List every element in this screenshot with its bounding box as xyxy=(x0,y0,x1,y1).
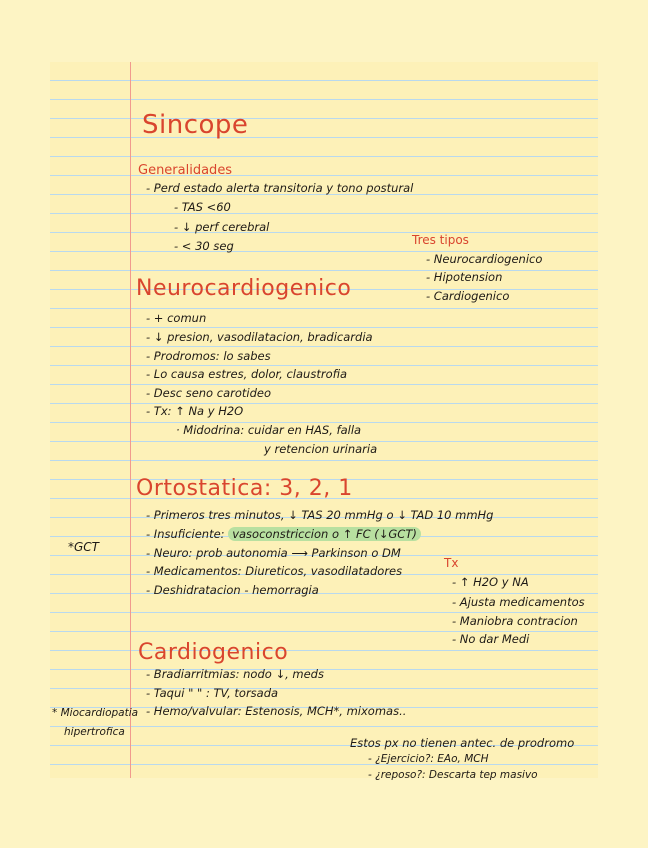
cardio-line-2: - Taqui " " : TV, torsada xyxy=(146,686,279,700)
tx-item-1: - ↑ H2O y NA xyxy=(452,575,529,589)
margin-line xyxy=(130,62,131,778)
heading-neurocardiogenico: Neurocardiogenico xyxy=(136,276,352,301)
heading-tx: Tx xyxy=(444,556,459,570)
generalidades-line-1: - Perd estado alerta transitoria y tono postural xyxy=(146,181,414,195)
generalidades-line-3: - ↓ perf cerebral xyxy=(174,220,270,234)
orto-line-4: - Medicamentos: Diureticos, vasodilatadores xyxy=(146,564,403,578)
generalidades-line-2: - TAS <60 xyxy=(174,200,231,214)
neuro-line-3: - Prodromos: lo sabes xyxy=(146,349,271,363)
generalidades-line-4: - < 30 seg xyxy=(174,239,234,253)
orto-line-2 xyxy=(146,527,421,541)
neuro-line-5: - Desc seno carotideo xyxy=(146,386,272,400)
tipo-item-1: - Neurocardiogenico xyxy=(426,252,543,266)
notebook-page xyxy=(50,62,598,781)
footer-line-2: - ¿Ejercicio?: EAo, MCH xyxy=(368,753,489,765)
tx-item-4: - No dar Medi xyxy=(452,632,530,646)
heading-generalidades: Generalidades xyxy=(138,163,233,178)
heading-cardiogenico: Cardiogenico xyxy=(138,640,289,665)
cardio-line-1: - Bradiarritmias: nodo ↓, meds xyxy=(146,667,324,681)
heading-ortostatica: Ortostatica: 3, 2, 1 xyxy=(136,476,353,501)
tipo-item-3: - Cardiogenico xyxy=(426,289,510,303)
neuro-line-2: - ↓ presion, vasodilatacion, bradicardia xyxy=(146,330,373,344)
margin-note-mch-1: * Miocardiopatia xyxy=(52,707,139,719)
footer-line-3: - ¿reposo?: Descarta tep masivo xyxy=(368,769,538,781)
footer-line-1: Estos px no tienen antec. de prodromo xyxy=(350,736,575,750)
orto-highlight: vasoconstriccion o ↑ FC (↓GCT) xyxy=(228,527,421,541)
cardio-line-3: - Hemo/valvular: Estenosis, MCH*, mixomas.. xyxy=(146,704,407,718)
neuro-line-7: · Midodrina: cuidar en HAS, falla xyxy=(176,423,362,437)
tx-item-2: - Ajusta medicamentos xyxy=(452,595,585,609)
orto-line-2-prefix: - Insuficiente: xyxy=(146,527,225,541)
tipo-item-2: - Hipotension xyxy=(426,270,503,284)
neuro-line-1: - + comun xyxy=(146,311,207,325)
neuro-line-8: y retencion urinaria xyxy=(264,442,378,456)
margin-note-gct: *GCT xyxy=(68,540,100,554)
neuro-line-4: - Lo causa estres, dolor, claustrofia xyxy=(146,367,348,381)
heading-tres-tipos: Tres tipos xyxy=(412,233,469,247)
orto-line-5: - Deshidratacion - hemorragia xyxy=(146,583,319,597)
neuro-line-6: - Tx: ↑ Na y H2O xyxy=(146,404,244,418)
margin-note-mch-2: hipertrofica xyxy=(64,726,125,738)
orto-line-3: - Neuro: prob autonomia ⟶ Parkinson o DM xyxy=(146,546,401,560)
orto-line-1: - Primeros tres minutos, ↓ TAS 20 mmHg o ↓ TAD 10 mmHg xyxy=(146,508,494,522)
page-title: Sincope xyxy=(142,110,249,140)
tx-item-3: - Maniobra contracion xyxy=(452,614,578,628)
